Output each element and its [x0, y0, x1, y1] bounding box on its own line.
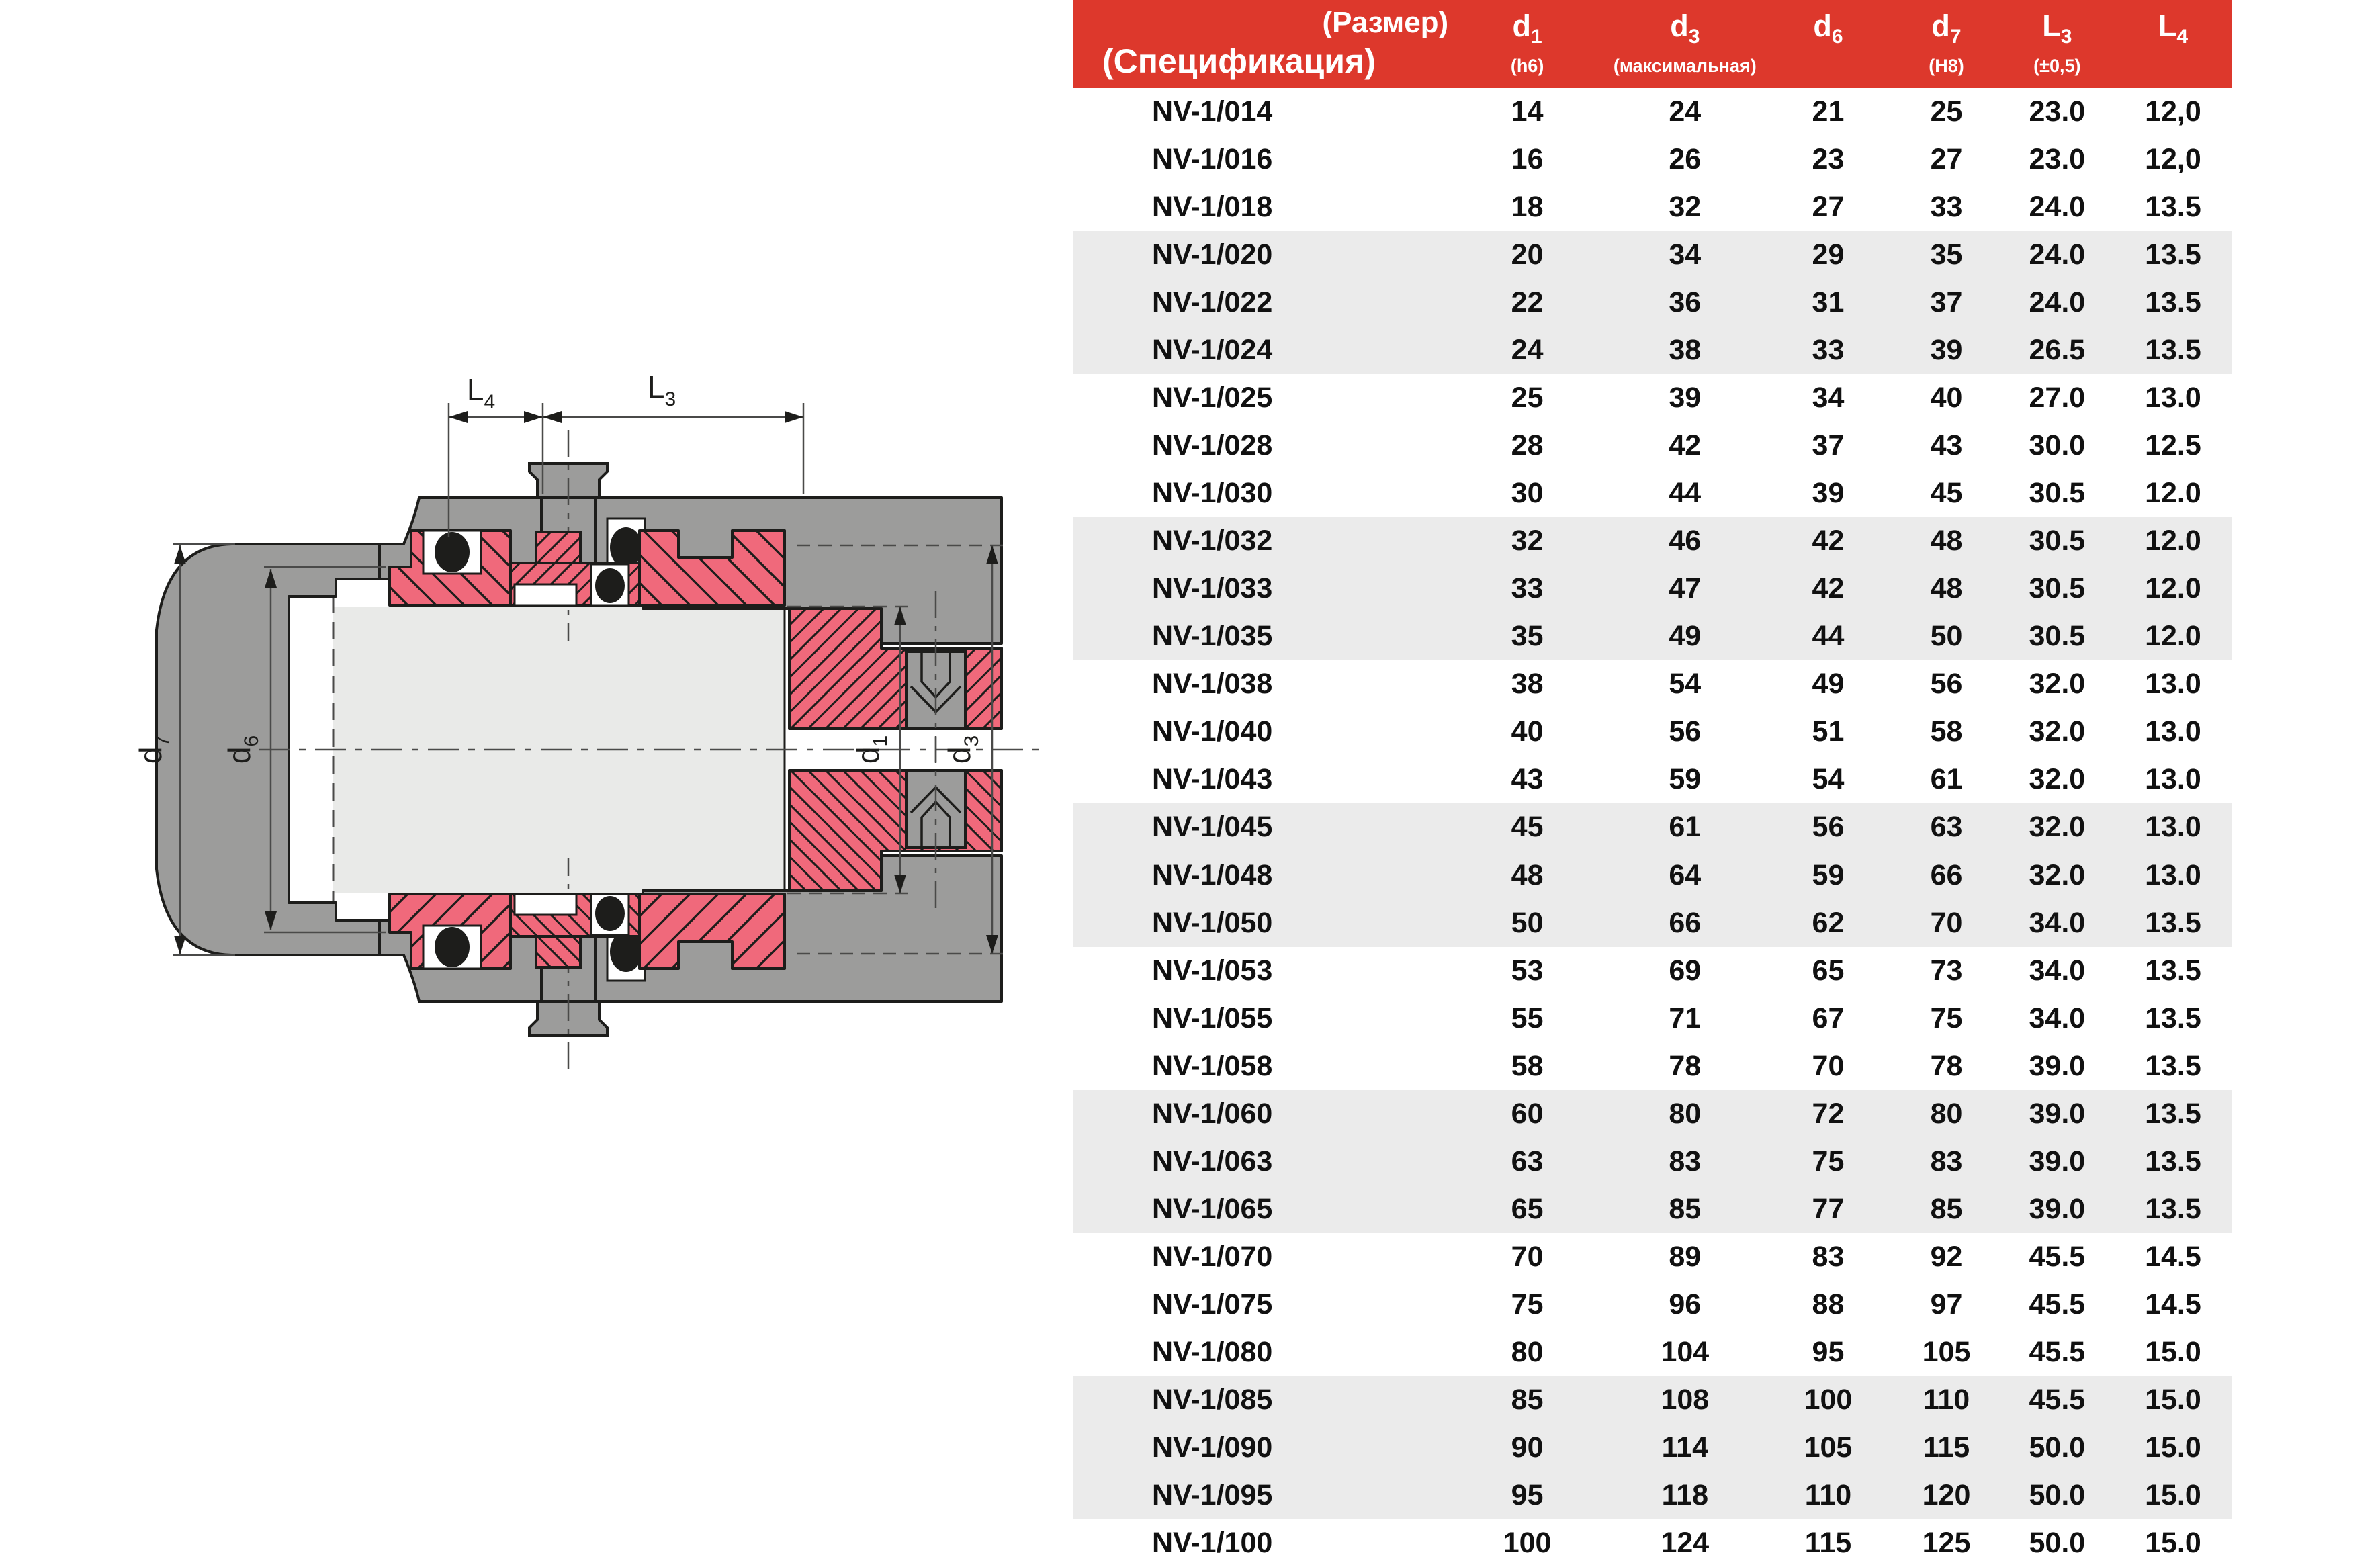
row-value-d7: 70: [1930, 906, 1963, 939]
spec-table-body: [1073, 88, 2232, 1567]
table-row: [1073, 565, 2232, 613]
spec-table-header: [1073, 0, 2232, 88]
row-value-d7: 43: [1930, 429, 1963, 462]
header-dimension-note: (h6): [1510, 55, 1544, 76]
row-spec-label: NV-1/016: [1152, 143, 1273, 176]
row-value-L4: 12.0: [2145, 572, 2201, 605]
row-value-d6: 44: [1812, 620, 1845, 653]
seal-cross-section-drawing: [0, 0, 1073, 1567]
row-value-d1: 58: [1511, 1049, 1544, 1082]
row-value-L4: 13.0: [2145, 763, 2201, 796]
row-value-d6: 27: [1812, 191, 1845, 224]
row-value-d6: 95: [1812, 1335, 1845, 1368]
row-spec-label: NV-1/028: [1152, 429, 1273, 462]
row-value-d7: 27: [1930, 143, 1963, 176]
header-dimension-symbol: $d_1$: [1512, 8, 1542, 48]
row-value-L3: 34.0: [2029, 1001, 2086, 1034]
table-row: [1073, 136, 2232, 183]
row-value-d7: 63: [1930, 811, 1963, 844]
table-row: [1073, 279, 2232, 326]
table-row: [1073, 660, 2232, 708]
row-value-d7: 50: [1930, 620, 1963, 653]
row-value-d1: 33: [1511, 572, 1544, 605]
row-value-d1: 95: [1511, 1478, 1544, 1511]
header-dimension-column: [2000, 0, 2114, 88]
row-value-L3: 30.5: [2029, 620, 2086, 653]
row-value-L4: 13.5: [2145, 906, 2201, 939]
row-value-d3: 108: [1661, 1383, 1710, 1416]
row-value-d6: 33: [1812, 334, 1845, 367]
row-value-L4: 15.0: [2145, 1526, 2201, 1559]
label-d7: $d_7$: [133, 735, 174, 764]
row-value-d1: 75: [1511, 1288, 1544, 1320]
row-value-d3: 49: [1669, 620, 1702, 653]
row-value-L4: 13.0: [2145, 811, 2201, 844]
row-value-d6: 70: [1812, 1049, 1845, 1082]
table-row: [1073, 899, 2232, 947]
row-value-d3: 71: [1669, 1001, 1702, 1034]
row-value-L4: 12.0: [2145, 477, 2201, 510]
row-spec-label: NV-1/014: [1152, 95, 1273, 128]
row-value-d1: 53: [1511, 954, 1544, 987]
label-L4: $L_4$: [466, 372, 496, 413]
header-dimension-note: (максимальная): [1613, 55, 1757, 76]
row-spec-label: NV-1/090: [1152, 1431, 1273, 1464]
row-value-d7: 85: [1930, 1192, 1963, 1225]
row-value-d3: 89: [1669, 1240, 1702, 1273]
row-value-L4: 13.5: [2145, 1097, 2201, 1130]
row-value-d7: 92: [1930, 1240, 1963, 1273]
table-row: [1073, 756, 2232, 803]
row-value-d6: 100: [1804, 1383, 1853, 1416]
row-spec-label: NV-1/038: [1152, 668, 1273, 701]
row-value-d3: 96: [1669, 1288, 1702, 1320]
table-row: [1073, 231, 2232, 279]
table-row: [1073, 1376, 2232, 1424]
row-value-d6: 77: [1812, 1192, 1845, 1225]
row-value-L3: 30.5: [2029, 572, 2086, 605]
row-value-L3: 30.5: [2029, 525, 2086, 557]
row-value-L3: 45.5: [2029, 1288, 2086, 1320]
row-value-L3: 50.0: [2029, 1431, 2086, 1464]
o-ring-pusher: [591, 564, 629, 605]
row-value-d3: 54: [1669, 668, 1702, 701]
row-value-d7: 58: [1930, 715, 1963, 748]
row-value-d1: 16: [1511, 143, 1544, 176]
row-spec-label: NV-1/048: [1152, 858, 1273, 891]
row-value-d1: 20: [1511, 238, 1544, 271]
row-value-d7: 25: [1930, 95, 1963, 128]
row-value-L3: 32.0: [2029, 763, 2086, 796]
row-value-L3: 23.0: [2029, 143, 2086, 176]
row-value-d1: 65: [1511, 1192, 1544, 1225]
row-value-d1: 100: [1503, 1526, 1552, 1559]
row-spec-label: NV-1/063: [1152, 1145, 1273, 1177]
row-value-L3: 30.5: [2029, 477, 2086, 510]
row-spec-label: NV-1/020: [1152, 238, 1273, 271]
row-value-d7: 48: [1930, 572, 1963, 605]
row-value-L4: 14.5: [2145, 1288, 2201, 1320]
row-value-d1: 40: [1511, 715, 1544, 748]
header-dimension-symbol: $d_7$: [1931, 8, 1962, 48]
row-value-L4: 13.5: [2145, 1001, 2201, 1034]
header-dimension-symbol: $L_3$: [2042, 8, 2072, 48]
row-value-d1: 43: [1511, 763, 1544, 796]
row-value-L3: 27.0: [2029, 382, 2086, 414]
row-value-L4: 13.5: [2145, 286, 2201, 319]
table-row: [1073, 469, 2232, 517]
row-value-d7: 39: [1930, 334, 1963, 367]
row-value-d1: 28: [1511, 429, 1544, 462]
row-spec-label: NV-1/060: [1152, 1097, 1273, 1130]
row-value-d1: 70: [1511, 1240, 1544, 1273]
label-d1: $d_1$: [850, 735, 891, 764]
row-value-d6: 51: [1812, 715, 1845, 748]
row-value-L3: 32.0: [2029, 858, 2086, 891]
row-value-d6: 29: [1812, 238, 1845, 271]
row-value-L4: 13.0: [2145, 715, 2201, 748]
row-value-L4: 15.0: [2145, 1431, 2201, 1464]
row-value-d6: 59: [1812, 858, 1845, 891]
table-row: [1073, 422, 2232, 469]
row-value-d1: 90: [1511, 1431, 1544, 1464]
row-value-d7: 33: [1930, 191, 1963, 224]
row-value-d1: 45: [1511, 811, 1544, 844]
row-value-d1: 35: [1511, 620, 1544, 653]
row-value-d6: 54: [1812, 763, 1845, 796]
label-d3: $d_3$: [942, 735, 983, 764]
row-spec-label: NV-1/025: [1152, 382, 1273, 414]
row-value-L4: 13.5: [2145, 1049, 2201, 1082]
table-row: [1073, 183, 2232, 231]
row-value-L3: 32.0: [2029, 668, 2086, 701]
table-row: [1073, 1090, 2232, 1138]
row-value-L4: 13.5: [2145, 238, 2201, 271]
table-row: [1073, 1281, 2232, 1329]
row-value-L3: 24.0: [2029, 286, 2086, 319]
row-value-L3: 39.0: [2029, 1097, 2086, 1130]
row-value-L4: 13.5: [2145, 191, 2201, 224]
row-value-d6: 105: [1804, 1431, 1853, 1464]
row-value-L4: 13.0: [2145, 382, 2201, 414]
row-value-d7: 110: [1923, 1383, 1970, 1416]
row-value-L3: 50.0: [2029, 1478, 2086, 1511]
row-value-d7: 45: [1930, 477, 1963, 510]
table-row: [1073, 517, 2232, 565]
row-value-L4: 15.0: [2145, 1383, 2201, 1416]
row-spec-label: NV-1/033: [1152, 572, 1273, 605]
row-value-L4: 13.0: [2145, 668, 2201, 701]
row-value-d6: 34: [1812, 382, 1845, 414]
row-value-d6: 23: [1812, 143, 1845, 176]
row-value-L4: 13.5: [2145, 1145, 2201, 1177]
header-dimension-note: (±0,5): [2033, 55, 2081, 76]
row-value-d1: 30: [1511, 477, 1544, 510]
row-value-d1: 60: [1511, 1097, 1544, 1130]
row-value-L4: 14.5: [2145, 1240, 2201, 1273]
row-spec-label: NV-1/022: [1152, 286, 1273, 319]
row-value-d1: 22: [1511, 286, 1544, 319]
row-value-d7: 73: [1930, 954, 1963, 987]
header-dimension-note: (H8): [1929, 55, 1964, 76]
table-row: [1073, 852, 2232, 899]
row-value-L3: 45.5: [2029, 1240, 2086, 1273]
row-spec-label: NV-1/032: [1152, 525, 1273, 557]
row-value-L4: 13.5: [2145, 1192, 2201, 1225]
row-value-d7: 115: [1923, 1431, 1970, 1464]
row-value-d3: 39: [1669, 382, 1702, 414]
table-row: [1073, 1424, 2232, 1472]
row-value-L4: 13.5: [2145, 334, 2201, 367]
o-ring-seat: [423, 531, 481, 574]
row-spec-label: NV-1/024: [1152, 334, 1273, 367]
row-value-d3: 32: [1669, 191, 1702, 224]
table-row: [1073, 708, 2232, 756]
row-value-d1: 63: [1511, 1145, 1544, 1177]
row-value-d6: 21: [1812, 95, 1845, 128]
row-value-d6: 83: [1812, 1240, 1845, 1273]
table-row: [1073, 1138, 2232, 1185]
row-spec-label: NV-1/035: [1152, 620, 1273, 653]
row-value-L4: 15.0: [2145, 1335, 2201, 1368]
row-value-L4: 12,0: [2145, 143, 2201, 176]
table-row: [1073, 1042, 2232, 1090]
header-dimension-column: [2114, 0, 2232, 88]
row-value-L3: 32.0: [2029, 811, 2086, 844]
row-spec-label: NV-1/053: [1152, 954, 1273, 987]
row-value-d3: 46: [1669, 525, 1702, 557]
row-value-d3: 47: [1669, 572, 1702, 605]
row-value-d3: 36: [1669, 286, 1702, 319]
row-value-d7: 61: [1930, 763, 1963, 796]
row-value-d6: 72: [1812, 1097, 1845, 1130]
table-row: [1073, 1185, 2232, 1233]
row-value-d6: 65: [1812, 954, 1845, 987]
row-value-d1: 85: [1511, 1383, 1544, 1416]
row-value-d7: 105: [1922, 1335, 1971, 1368]
row-value-d6: 37: [1812, 429, 1845, 462]
row-value-L4: 13.5: [2145, 954, 2201, 987]
row-value-L3: 39.0: [2029, 1145, 2086, 1177]
row-value-d3: 83: [1669, 1145, 1702, 1177]
table-row: [1073, 1472, 2232, 1519]
row-value-d3: 34: [1669, 238, 1702, 271]
row-value-d3: 85: [1669, 1192, 1702, 1225]
row-spec-label: NV-1/045: [1152, 811, 1273, 844]
header-dimension-symbol: $d_6$: [1813, 8, 1843, 48]
row-value-L4: 12.5: [2145, 429, 2201, 462]
row-value-d6: 67: [1812, 1001, 1845, 1034]
row-value-d7: 120: [1922, 1478, 1971, 1511]
header-spec-column: [1073, 0, 1448, 88]
row-spec-label: NV-1/043: [1152, 763, 1273, 796]
row-value-d6: 62: [1812, 906, 1845, 939]
row-value-L3: 39.0: [2029, 1049, 2086, 1082]
row-value-d1: 14: [1511, 95, 1544, 128]
row-value-d1: 80: [1511, 1335, 1544, 1368]
table-row: [1073, 1233, 2232, 1281]
row-spec-label: NV-1/065: [1152, 1192, 1273, 1225]
spec-table: [1073, 0, 2232, 1567]
row-value-d7: 75: [1930, 1001, 1963, 1034]
row-value-d3: 38: [1669, 334, 1702, 367]
table-row: [1073, 613, 2232, 660]
row-value-d3: 26: [1669, 143, 1702, 176]
row-value-d7: 56: [1930, 668, 1963, 701]
row-value-d6: 75: [1812, 1145, 1845, 1177]
row-value-L3: 24.0: [2029, 238, 2086, 271]
row-value-L3: 34.0: [2029, 954, 2086, 987]
row-value-d1: 48: [1511, 858, 1544, 891]
row-spec-label: NV-1/018: [1152, 191, 1273, 224]
table-row: [1073, 1329, 2232, 1376]
table-row: [1073, 1519, 2232, 1567]
row-value-d1: 50: [1511, 906, 1544, 939]
row-spec-label: NV-1/075: [1152, 1288, 1273, 1320]
row-value-d3: 64: [1669, 858, 1702, 891]
row-value-L3: 30.0: [2029, 429, 2086, 462]
row-value-L4: 13.0: [2145, 858, 2201, 891]
header-spec-label: (Спецификация): [1102, 42, 1376, 80]
header-dimension-symbol: $L_4$: [2158, 8, 2189, 48]
row-value-d3: 69: [1669, 954, 1702, 987]
row-value-d1: 55: [1511, 1001, 1544, 1034]
row-value-d1: 24: [1511, 334, 1544, 367]
row-value-d7: 48: [1930, 525, 1963, 557]
row-value-L3: 45.5: [2029, 1335, 2086, 1368]
row-spec-label: NV-1/095: [1152, 1478, 1273, 1511]
row-value-d1: 38: [1511, 668, 1544, 701]
row-value-d3: 104: [1661, 1335, 1710, 1368]
row-value-d7: 97: [1930, 1288, 1963, 1320]
row-value-d6: 115: [1804, 1526, 1852, 1559]
table-row: [1073, 995, 2232, 1042]
header-dimension-column: [1448, 0, 1606, 88]
table-row: [1073, 947, 2232, 995]
row-value-d3: 124: [1661, 1526, 1710, 1559]
row-value-d3: 59: [1669, 763, 1702, 796]
row-value-d3: 44: [1669, 477, 1702, 510]
row-value-L3: 23.0: [2029, 95, 2086, 128]
row-spec-label: NV-1/055: [1152, 1001, 1273, 1034]
row-value-d7: 66: [1930, 858, 1963, 891]
table-row: [1073, 374, 2232, 422]
row-value-L4: 12.0: [2145, 620, 2201, 653]
header-dimension-symbol: $d_3$: [1670, 8, 1700, 48]
row-value-d7: 78: [1930, 1049, 1963, 1082]
row-value-L4: 12,0: [2145, 95, 2201, 128]
row-value-L4: 15.0: [2145, 1478, 2201, 1511]
row-value-L3: 39.0: [2029, 1192, 2086, 1225]
header-dimension-column: [1892, 0, 2000, 88]
row-value-L3: 50.0: [2029, 1526, 2086, 1559]
row-value-d1: 25: [1511, 382, 1544, 414]
row-value-d7: 37: [1930, 286, 1963, 319]
row-value-d7: 40: [1930, 382, 1963, 414]
row-value-L3: 34.0: [2029, 906, 2086, 939]
row-value-d6: 42: [1812, 525, 1845, 557]
header-dimension-column: [1764, 0, 1893, 88]
row-spec-label: NV-1/030: [1152, 477, 1273, 510]
row-value-d6: 31: [1812, 286, 1845, 319]
row-spec-label: NV-1/080: [1152, 1335, 1273, 1368]
header-dimension-column: [1606, 0, 1764, 88]
row-value-d6: 110: [1804, 1478, 1852, 1511]
label-L3: $L_3$: [647, 369, 676, 410]
row-value-d6: 88: [1812, 1288, 1845, 1320]
row-spec-label: NV-1/050: [1152, 906, 1273, 939]
row-value-d7: 35: [1930, 238, 1963, 271]
row-value-d3: 61: [1669, 811, 1702, 844]
row-value-d6: 49: [1812, 668, 1845, 701]
table-row: [1073, 803, 2232, 851]
row-spec-label: NV-1/100: [1152, 1526, 1273, 1559]
row-value-L3: 32.0: [2029, 715, 2086, 748]
row-value-L3: 45.5: [2029, 1383, 2086, 1416]
row-spec-label: NV-1/085: [1152, 1383, 1273, 1416]
row-value-d6: 39: [1812, 477, 1845, 510]
row-value-L3: 24.0: [2029, 191, 2086, 224]
row-value-d6: 42: [1812, 572, 1845, 605]
row-value-d7: 125: [1922, 1526, 1971, 1559]
row-value-d1: 32: [1511, 525, 1544, 557]
row-value-d1: 18: [1511, 191, 1544, 224]
row-value-d3: 80: [1669, 1097, 1702, 1130]
row-value-d6: 56: [1812, 811, 1845, 844]
row-spec-label: NV-1/058: [1152, 1049, 1273, 1082]
label-d6: $d_6$: [222, 735, 263, 764]
row-value-d3: 66: [1669, 906, 1702, 939]
row-value-d3: 114: [1661, 1431, 1708, 1464]
table-row: [1073, 326, 2232, 374]
row-value-d3: 118: [1661, 1478, 1708, 1511]
row-value-L4: 12.0: [2145, 525, 2201, 557]
row-value-L3: 26.5: [2029, 334, 2086, 367]
row-value-d3: 24: [1669, 95, 1702, 128]
row-value-d7: 80: [1930, 1097, 1963, 1130]
row-spec-label: NV-1/070: [1152, 1240, 1273, 1273]
row-value-d7: 83: [1930, 1145, 1963, 1177]
row-value-d3: 56: [1669, 715, 1702, 748]
row-value-d3: 42: [1669, 429, 1702, 462]
table-row: [1073, 88, 2232, 136]
row-spec-label: NV-1/040: [1152, 715, 1273, 748]
header-size-label: (Размер): [1322, 5, 1449, 39]
row-value-d3: 78: [1669, 1049, 1702, 1082]
